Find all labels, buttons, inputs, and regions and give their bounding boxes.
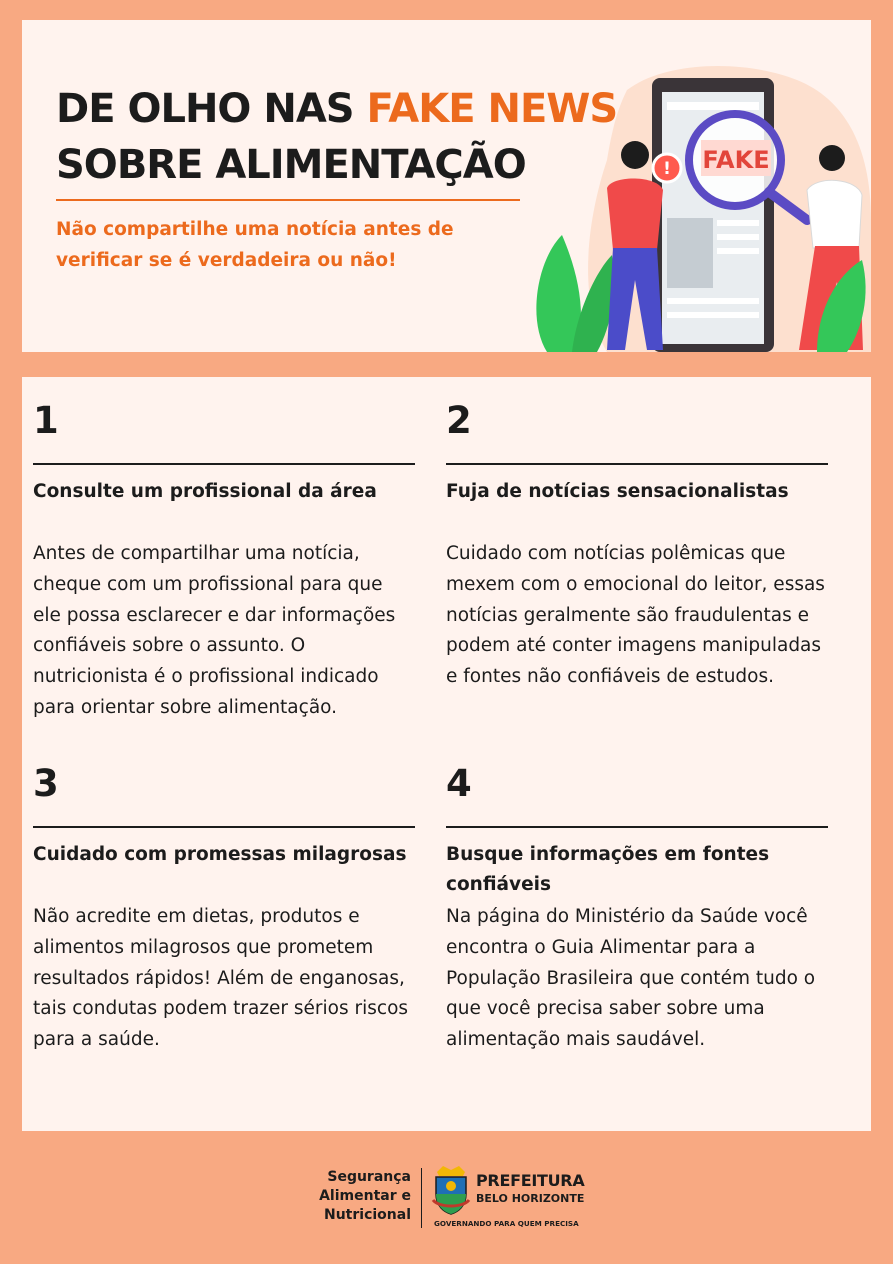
- page-title-line-2: SOBRE ALIMENTAÇÃO: [56, 142, 526, 188]
- program-name: Segurança Alimentar e Nutricional: [319, 1169, 411, 1223]
- step-number: 1: [33, 399, 59, 442]
- fake-badge: FAKE: [702, 146, 770, 174]
- step-body: Na página do Ministério da Saúde você encontra o Guia Alimentar para a População Brasileira que contém tudo o que você precisa saber sobre uma alimentação mais saudável.: [446, 906, 816, 1051]
- tagline: GOVERNANDO PARA QUEM PRECISA: [434, 1219, 579, 1228]
- title-divider: [56, 199, 520, 201]
- step-divider: [33, 463, 415, 465]
- step-body: Antes de compartilhar uma notícia, cheque com um profissional para que ele possa esclarecer e dar informações confiáveis sobre o assunto. O nutricionista é o profissional indicado para orientar sobre alimentação.: [33, 543, 396, 718]
- step-heading: Cuidado com promessas milagrosas: [33, 844, 407, 865]
- brand-name: PREFEITURA: [476, 1171, 585, 1190]
- step-body: Não acredite em dietas, produtos e alimentos milagrosos que prometem resultados rápidos! Além de enganosas, tais condutas podem trazer sérios riscos para a saúde.: [33, 906, 409, 1051]
- screen-bar: [667, 102, 759, 110]
- step-heading: Consulte um profissional da área: [33, 481, 377, 502]
- subtitle: Não compartilhe uma notícia antes de verificar se é verdadeira ou não!: [56, 219, 454, 271]
- title-text: DE OLHO NAS: [56, 86, 367, 132]
- belo-horizonte-coat-of-arms-icon: [431, 1164, 471, 1216]
- footer: [0, 1150, 893, 1250]
- step-heading: Fuja de notícias sensacionalistas: [446, 481, 789, 502]
- fake-news-illustration: [517, 20, 871, 352]
- city-name: BELO HORIZONTE: [476, 1192, 585, 1205]
- svg-text:!: !: [663, 159, 671, 179]
- header-panel: [22, 20, 871, 352]
- step-divider: [446, 826, 828, 828]
- person-left-shirt: [607, 178, 663, 250]
- title-highlight: FAKE NEWS: [366, 86, 618, 132]
- step-number: 2: [446, 399, 472, 442]
- step-number: 4: [446, 762, 472, 805]
- leaf-left-1: [536, 235, 581, 352]
- step-heading: Busque informações em fontes confiáveis: [446, 844, 770, 895]
- person-right-shirt: [807, 180, 862, 248]
- step-body: Cuidado com notícias polêmicas que mexem com o emocional do leitor, essas notícias geralmente são fraudulentas e podem até conter imagens manipuladas e fontes não confiáveis de estudos.: [446, 543, 825, 688]
- screen-image: [667, 218, 713, 288]
- step-number: 3: [33, 762, 59, 805]
- footer-divider: [421, 1168, 422, 1228]
- step-divider: [446, 463, 828, 465]
- step-divider: [33, 826, 415, 828]
